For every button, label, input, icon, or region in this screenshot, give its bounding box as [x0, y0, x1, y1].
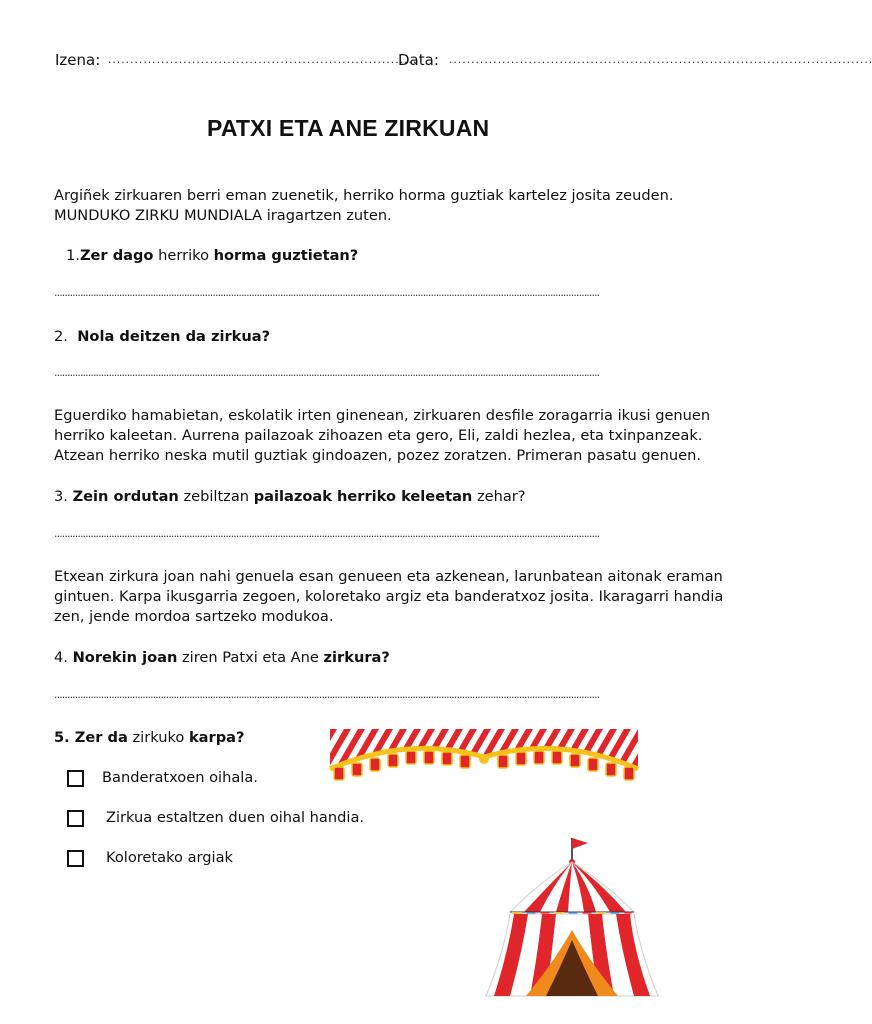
paragraph-line: MUNDUKO ZIRKU MUNDIALA iragartzen zuten.: [54, 207, 392, 224]
question-number: 1.: [66, 247, 80, 264]
question-3: [54, 487, 526, 507]
paragraph-line: Eguerdiko hamabietan, eskolatik irten ginenean, zirkuaren desfile zoragarria ikusi genuen: [54, 407, 711, 424]
question-text: zehar?: [472, 488, 526, 505]
question-2: [54, 327, 270, 347]
question-bold: Norekin joan: [72, 649, 178, 666]
answer-line-2[interactable]: ..................................................................................................................................................................................................................: [54, 366, 600, 379]
question-text: zirkuko: [127, 729, 189, 746]
question-number: 4.: [54, 649, 68, 666]
name-field[interactable]: ......................................................................: [107, 56, 417, 66]
question-text: zebiltzan: [178, 488, 254, 505]
question-bold: karpa?: [188, 729, 245, 746]
paragraph-line: Atzean herriko neska mutil guztiak gindoazen, pozez zoratzen. Primeran pasatu genuen.: [54, 447, 701, 464]
date-label: Data:: [398, 51, 439, 69]
question-4: [54, 648, 390, 668]
paragraph-line: herriko kaleetan. Aurrena pailazoak zihoazen eta gero, Eli, zaldi hezlea, eta txinpanzeak.: [54, 427, 703, 444]
question-bold: Zer dago: [79, 247, 154, 264]
option-1-label: Banderatxoen oihala.: [102, 769, 258, 786]
circus-curtain-image: [330, 729, 638, 789]
question-bold: Zein ordutan: [72, 488, 179, 505]
question-number: 2.: [54, 328, 68, 345]
answer-line-3[interactable]: ..................................................................................................................................................................................................................: [54, 527, 600, 540]
question-5: [54, 728, 244, 748]
answer-line-4[interactable]: ..................................................................................................................................................................................................................: [54, 688, 600, 701]
option-2-checkbox[interactable]: [67, 810, 84, 827]
question-bold: Nola deitzen da zirkua?: [77, 328, 271, 345]
paragraph-line: Argiñek zirkuaren berri eman zuenetik, herriko horma guztiak kartelez josita zeuden.: [54, 187, 674, 204]
question-text: herriko: [153, 247, 214, 264]
paragraph-1: [54, 186, 744, 226]
paragraph-3: [54, 567, 744, 627]
paragraph-2: [54, 406, 744, 466]
date-field[interactable]: ................................................................................................: [448, 56, 872, 66]
answer-line-1[interactable]: ..................................................................................................................................................................................................................: [54, 286, 600, 299]
question-1: [66, 246, 358, 266]
option-1-checkbox[interactable]: [67, 770, 84, 787]
question-bold: horma guztietan?: [213, 247, 359, 264]
option-3-checkbox[interactable]: [67, 850, 84, 867]
paragraph-line: gintuen. Karpa ikusgarria zegoen, koloretako argiz eta banderatxoz josita. Ikaragarri handia: [54, 588, 724, 605]
option-2-label: Zirkua estaltzen duen oihal handia.: [106, 809, 365, 826]
name-label: Izena:: [55, 51, 101, 69]
question-bold: 5. Zer da: [54, 729, 128, 746]
page-title: PATXI ETA ANE ZIRKUAN: [207, 115, 490, 141]
question-text: ziren Patxi eta Ane: [177, 649, 324, 666]
circus-tent-image: [484, 832, 660, 1000]
option-3-label: Koloretako argiak: [106, 849, 233, 866]
question-number: 3.: [54, 488, 68, 505]
paragraph-line: Etxean zirkura joan nahi genuela esan genueen eta azkenean, larunbatean aitonak eraman: [54, 568, 723, 585]
question-bold: pailazoak herriko keleetan: [253, 488, 473, 505]
question-bold: zirkura?: [323, 649, 390, 666]
paragraph-line: zen, jende mordoa sartzeko modukoa.: [54, 608, 334, 625]
